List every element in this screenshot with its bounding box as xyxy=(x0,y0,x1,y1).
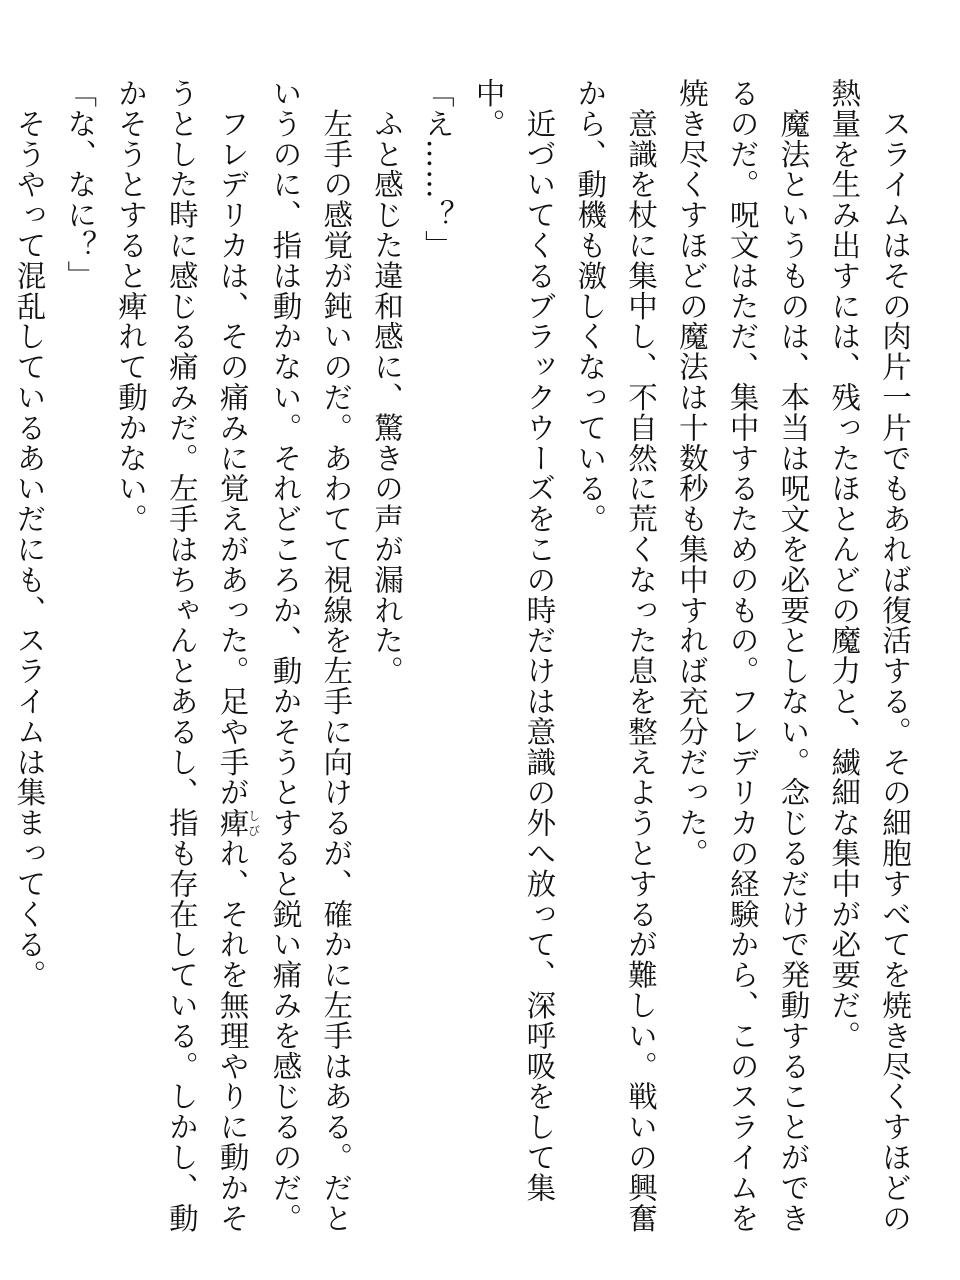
paragraph: 左手の感覚が鈍いのだ。あわてて視線を左手に向けるが、確かに左手はある。だというのに、指は動かない。それどころか、動かそうとすると鋭い痛みを感じるのだ。 xyxy=(268,78,354,1234)
ruby-base: 痺 xyxy=(215,807,250,839)
paragraph: そうやって混乱しているあいだにも、スライムは集まってくる。 xyxy=(12,78,47,990)
vertical-text-body xyxy=(12,78,920,1248)
ruby-annotation xyxy=(215,807,261,839)
paragraph-text-after: れ、それを無理やりに動かそうとした時に感じる痛みだ。左手はちゃんとあるし、指も存在している。しかし、動かそうとすると痺れて動かない。 xyxy=(114,78,250,1234)
paragraph: 近づいてくるブラックウーズをこの時だけは意識の外へ放って、深呼吸をして集中。 xyxy=(471,78,557,1203)
paragraph: 魔法というものは、本当は呪文を必要としない。念じるだけで発動することができるのだ。呪文はただ、集中するためのもの。フレデリカの経験から、このスライムを焼き尽くすほどの魔法は十数秒も集中すれば充分だった。 xyxy=(674,78,811,1234)
paragraph: 意識を杖に集中し、不自然に荒くなった息を整えようとするが難しい。戦いの興奮から、動機も激しくなっている。 xyxy=(573,78,659,1234)
paragraph-text-before: フレデリカは、その痛みに覚えがあった。足や手が xyxy=(215,78,250,808)
paragraph-with-ruby xyxy=(105,78,259,1248)
paragraph: ふと感じた違和感に、驚きの声が漏れた。 xyxy=(370,78,405,686)
dialogue-line: 「な、なに？」 xyxy=(63,78,98,291)
paragraph: スライムはその肉片一片でもあれば復活する。その細胞すべてを焼き尽くすほどの熱量を生み出すには、残ったほとんどの魔力と、繊細な集中が必要だ。 xyxy=(827,78,912,1234)
dialogue-line: 「え……？」 xyxy=(420,78,455,261)
ruby-reading: しび xyxy=(246,807,261,838)
